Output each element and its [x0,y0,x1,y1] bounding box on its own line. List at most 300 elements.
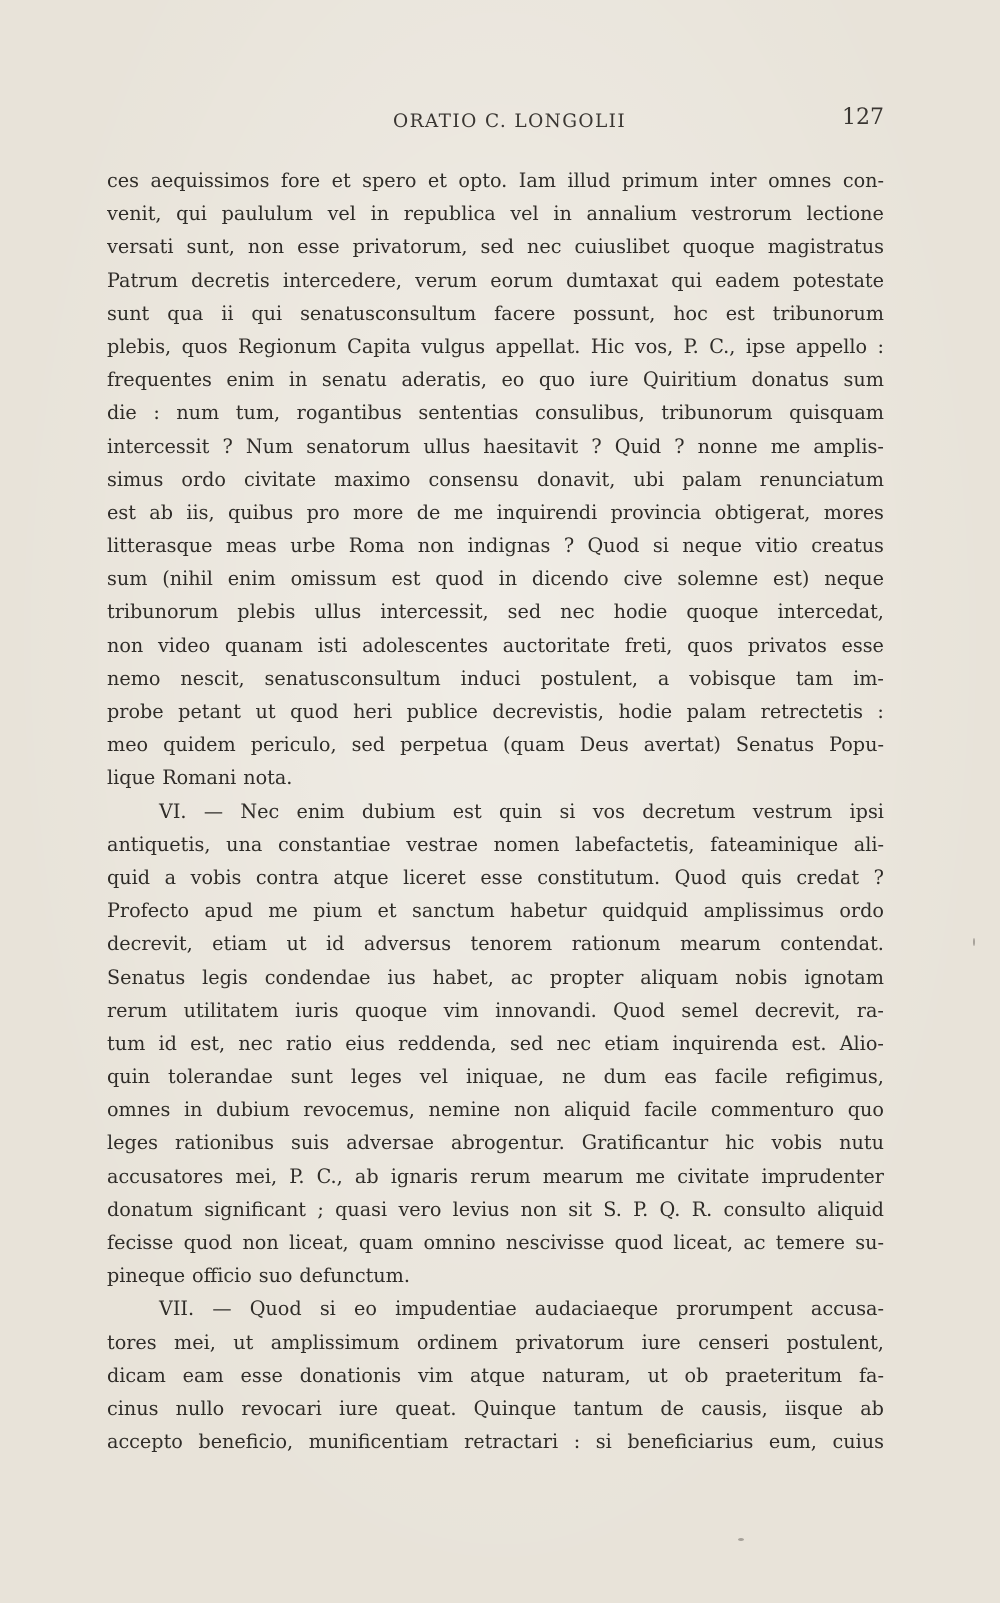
word: (quam [503,733,565,757]
word: omnino [423,1231,496,1254]
word: una [226,832,263,856]
word: litterasque [107,534,213,558]
word: quin [107,1065,151,1089]
word: queat. [395,1396,457,1420]
word: ut [286,932,307,956]
text-line [107,330,884,363]
word: num [176,401,220,425]
word: Q. [659,1197,681,1221]
word: constitutum. [537,865,661,889]
word: omissum [290,567,377,591]
word: dicam [107,1363,166,1387]
word: vel [510,202,539,226]
text-line [107,1027,884,1060]
word: cuius [832,1430,884,1454]
word: credat [796,865,860,889]
word: ignotam [804,965,884,989]
word: legis [202,965,248,989]
word: cive [623,567,663,591]
word: tribunorum [661,401,773,425]
word: liceret [403,865,466,889]
word: Senatus [107,965,186,989]
word: quod [614,1231,664,1254]
word: beneficiarius [627,1430,754,1454]
word: vulgus [421,334,486,358]
word: neque [682,534,743,558]
word: constantiae [277,832,391,856]
word: VII. [159,1297,195,1321]
text-line [107,861,884,894]
word: naturam, [541,1363,631,1387]
word: mores [823,500,884,524]
text-line [107,562,884,595]
text-line [107,1392,884,1425]
word: decrevistis, [492,700,604,723]
word: praeteritum [725,1363,843,1387]
word: die [107,401,137,425]
word: senatusconsultum [300,301,477,325]
word: vestrae [406,832,478,856]
word: sententias [418,401,519,425]
word: decrevit, [754,998,841,1022]
word: tantum [573,1396,644,1420]
word: renunciatum [759,467,884,491]
word: iure [338,1396,379,1420]
word: si [595,1430,612,1454]
word: sed [507,600,542,624]
word: nescit, [180,666,245,690]
word: me [635,1164,666,1188]
word: paululum [221,202,313,226]
word: quo [538,368,576,392]
word: lique [107,766,156,790]
word: vel [327,202,356,226]
word: dumtaxat [566,268,659,292]
word: non [520,1197,557,1221]
word: innovandi. [495,998,597,1022]
word: ab [149,500,174,524]
text-line [107,728,884,761]
word: donavit, [536,467,616,491]
running-title: ORATIO C. LONGOLII [393,111,627,132]
word: ob [684,1363,709,1387]
word: aliquid [817,1197,884,1221]
word: iniquae, [465,1065,545,1089]
word: aderatis, [401,368,487,392]
word: atque [469,1363,526,1387]
word: reddenda, [398,1031,497,1055]
word: quisquam [789,401,884,425]
word: in [288,368,308,392]
word: rogantibus [296,401,402,425]
word: rationum [571,932,661,956]
word: prorumpent [676,1297,793,1321]
word: ratio [285,1031,332,1055]
word: hic [725,1131,755,1155]
word: iuris [294,998,339,1022]
word: : [153,401,160,425]
word: magistratus [767,235,884,259]
word: ignaris [390,1164,459,1188]
word: inquirendi [496,500,598,524]
word: privatorum [515,1330,625,1354]
word: Iam [518,169,556,192]
word: donatus [751,368,830,392]
word: eo [501,368,525,392]
word: amplissimus [703,899,824,923]
word: rerum [470,1164,531,1188]
word: non [417,534,455,558]
text-line [107,164,884,197]
word: nobis [735,965,788,989]
word: plebis [237,600,296,624]
word: auctoritate [502,633,611,657]
ink-speck [738,1538,744,1541]
word: accusa- [810,1297,884,1321]
word: dum [603,1065,647,1089]
word: esse [297,235,340,259]
word: cuiuslibet [574,235,670,259]
word: qui [251,301,283,325]
word: quasi [335,1197,388,1221]
word: S. [603,1197,622,1221]
word: sum [107,567,148,591]
word: qui [671,268,702,292]
text-line [107,1226,884,1259]
word: petant [178,700,242,723]
word: provincia [610,500,702,524]
word: creatus [811,534,884,558]
word: contendat. [780,932,884,956]
word: de [660,1396,685,1420]
word: Quod [587,534,640,558]
word: more [353,500,404,524]
text-line [107,230,884,263]
word: atque [333,865,389,889]
word: con- [842,169,884,192]
word: apud [204,899,253,923]
word: quidem [163,733,236,757]
text-line [107,961,884,994]
word: nota. [243,766,293,790]
word: enim [226,368,275,392]
text-line [107,1126,884,1159]
text-line [107,994,884,1027]
word: antiquetis, [107,832,211,856]
word: vos [592,799,625,823]
word: tenorem [470,932,553,956]
word: : [877,334,884,358]
word: nonne [697,434,758,458]
word: ipse [745,334,786,358]
word: vobis [771,1131,823,1155]
word: ces [107,169,139,192]
word: sit [568,1197,592,1221]
word: me [268,899,298,923]
word: Roma [348,534,405,558]
word: nemine [428,1098,501,1122]
word: plebis, [107,334,172,358]
word: pium [313,899,363,923]
word: adversus [363,932,452,956]
word: audaciaeque [534,1297,659,1321]
word: Gratificantur [581,1131,709,1155]
word: senatorum [306,434,411,458]
word: fateaminique [710,832,839,856]
word: a [657,666,670,690]
word: nec [238,1031,273,1055]
word: sed [351,733,386,757]
word: pineque [107,1264,186,1288]
word: Alio- [839,1031,884,1055]
word: sed [480,235,515,259]
text-line [107,1425,884,1458]
word: donationis [299,1363,402,1387]
word: Popu- [829,733,884,757]
word: tam [795,666,834,690]
word: quanam [224,633,303,657]
word: habetur [510,899,587,923]
word: quibus [228,500,294,524]
word: facere [494,301,556,325]
word: ut [255,700,276,723]
word: vero [398,1197,442,1221]
word: Quiritium [643,368,737,392]
word: esse [841,633,884,657]
word: quod [183,1231,233,1254]
word: revocemus, [303,1098,415,1122]
word: annalium [586,202,677,226]
word: liceat, [289,1231,349,1254]
word: urbe [290,534,336,558]
word: civitate [244,467,317,491]
word: quis [741,865,782,889]
word: consensu [428,467,519,491]
word: dubium [361,799,436,823]
word: revocari [241,1396,322,1420]
word: est. [791,1031,827,1055]
text-line [107,1160,884,1193]
word: ab [860,1396,884,1420]
word: quoque [354,998,428,1022]
word: intercessit, [380,600,489,624]
word: mearum [680,932,761,956]
word: et [377,899,397,923]
word: privatos [747,633,827,657]
word: ipsi [849,799,884,823]
word: si [652,534,669,558]
ink-speck [973,938,975,946]
word: vestrorum [691,202,792,226]
word: ordo [181,467,226,491]
word: im- [853,666,884,690]
word: liceat, [673,1231,734,1254]
word: publice [406,700,478,723]
word: facile [644,1098,698,1122]
word: decrevit, [107,932,193,956]
word: vel [419,1065,449,1089]
text-line [107,595,884,628]
word: video [157,633,211,657]
word: ra- [856,998,884,1022]
word: in [183,1098,203,1122]
word: leges [350,1065,402,1089]
word: cinus [107,1396,159,1420]
word: eam [182,1363,224,1387]
word: simus [107,467,164,491]
word: enim [296,799,345,823]
word: fecisse [107,1231,174,1254]
word: Quod [249,1297,302,1321]
word: refigimus, [785,1065,884,1089]
word: quin [499,799,543,823]
word: ullus [423,434,471,458]
word: ? [674,434,685,458]
word: adolescentes [362,633,489,657]
word: haesitavit [483,434,579,458]
text-line [107,363,884,396]
text-line [107,662,884,695]
word: Capita [347,334,411,358]
text-line [107,1060,884,1093]
word: tribunorum [107,600,219,624]
word: nutu [839,1131,884,1155]
word: vim [443,998,479,1022]
word: et [331,169,351,192]
word: quam [358,1231,414,1254]
word: accepto [107,1430,183,1454]
word: non [242,1231,279,1254]
word: ac [510,965,533,989]
word: labefactetis, [575,832,695,856]
word: P. [289,1164,305,1188]
word: et [427,169,447,192]
word: eorum [490,268,553,292]
word: maximo [334,467,411,491]
word: palam [682,467,742,491]
word: tribunorum [772,301,884,325]
word: verum [415,268,478,292]
word: eo [353,1297,377,1321]
word: vim [417,1363,454,1387]
word: mei, [174,1330,216,1354]
word: nomen [493,832,560,856]
text-line [107,1259,884,1292]
word: vobisque [689,666,776,690]
word: ? [873,865,884,889]
word: hodie [618,700,673,723]
word: munificentiam [308,1430,449,1454]
word: appello [795,334,868,358]
word: Hic [590,334,625,358]
word: de [416,500,441,524]
word: : [877,700,884,723]
word: mei, [235,1164,278,1188]
word: id [326,932,345,956]
word: decretum [642,799,736,823]
word: quos [687,633,734,657]
word: Romani [162,766,237,790]
word: commenturo [710,1098,835,1122]
word: non [513,1098,551,1122]
word: : [573,1430,581,1454]
word: VI. [159,799,187,823]
word: retrectetis [760,700,863,723]
word: C., [709,334,736,358]
word: Patrum [107,268,178,292]
word: iisque [784,1396,843,1420]
word: neque [824,567,884,591]
word: ab [354,1164,379,1188]
word: in [498,567,518,591]
word: quod [435,567,484,591]
word: donatum [107,1197,193,1221]
text-line [107,430,884,463]
word: est [391,567,421,591]
word: id [158,1031,177,1055]
word: lectione [806,202,884,226]
word: isti [317,633,348,657]
word: causis, [701,1396,768,1420]
word: venit, [107,202,162,226]
word: impudentiae [395,1297,517,1321]
word: R. [691,1197,713,1221]
word: Regionum [238,334,337,358]
word: a [164,865,177,889]
word: nemo [107,666,161,690]
word: accusatores [107,1164,224,1188]
word: me [453,500,484,524]
word: nec [556,1031,592,1055]
word: hoc [673,301,708,325]
word: sunt [290,1065,333,1089]
body-text [107,164,884,1458]
word: sunt, [186,235,235,259]
text-line [107,529,884,562]
word: quo [847,1098,884,1122]
word: defunctum. [299,1264,410,1288]
word: ut [233,1330,254,1354]
word: sum [843,368,884,392]
word: omnes [107,1098,171,1122]
word: perpetua [400,733,489,757]
word: ac [743,1231,766,1254]
word: Quinque [473,1396,557,1420]
word: ; [317,1197,324,1221]
word: nullo [175,1396,225,1420]
word: C., [316,1164,343,1188]
word: su- [855,1231,884,1254]
word: intercedere, [282,268,402,292]
text-line [107,761,884,794]
word: officio [192,1264,252,1288]
word: sunt [107,301,150,325]
text-line [107,927,884,960]
word: aequissimos [150,169,270,192]
word: primum [622,169,699,192]
word: esse [240,1363,283,1387]
word: — [212,1297,232,1321]
text-line [107,297,884,330]
word: Num [245,434,294,458]
word: nec [527,235,562,259]
word: fa- [858,1363,884,1387]
word: est, [190,1031,226,1055]
word: palam [686,700,747,723]
text-line [107,1292,884,1325]
text-line [107,1093,884,1126]
word: intercedat, [777,600,884,624]
